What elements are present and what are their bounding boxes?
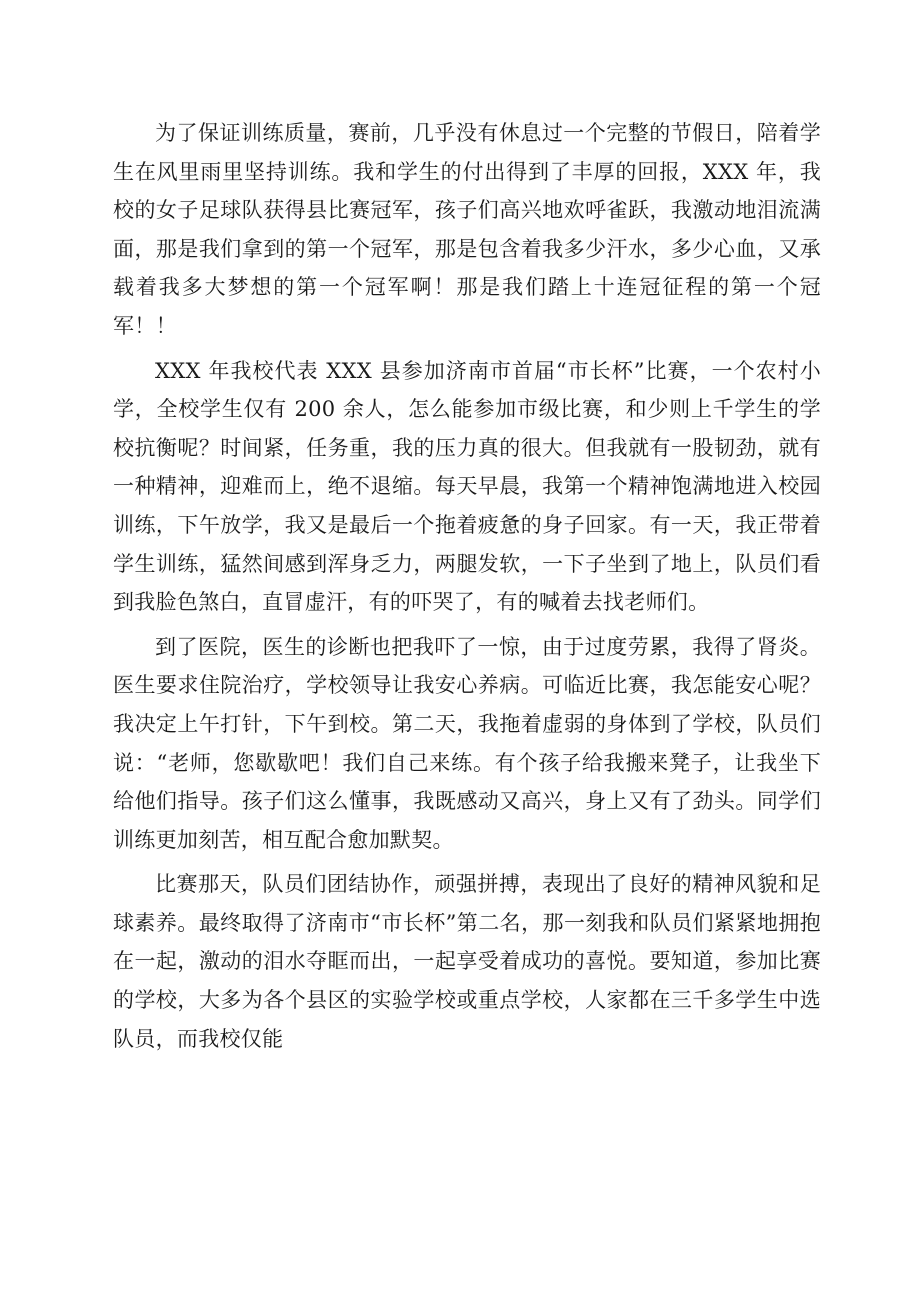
document-body [113,114,821,1064]
paragraph-1: 为了保证训练质量，赛前，几乎没有休息过一个完整的节假日，陪着学生在风里雨里坚持训练。我和学生的付出得到了丰厚的回报，XXX 年，我校的女子足球队获得县比赛冠军，孩子们高兴地欢呼雀跃，我激动地泪流满面，那是我们拿到的第一个冠军，那是包含着我多少汗水，多少心血，又承载着我多大梦想的第一个冠军啊！那是我们踏上十连冠征程的第一个冠军！！ [113,121,821,338]
paragraph-4: 比赛那天，队员们团结协作，顽强拼搏，表现出了良好的精神风貌和足球素养。最终取得了济南市“市长杯”第二名，那一刻我和队员们紧紧地拥抱在一起，激动的泪水夺眶而出，一起享受着成功的喜悦。要知道，参加比赛的学校，大多为各个县区的实验学校或重点学校，人家都在三千多学生中选队员，而我校仅能 [113,872,821,1051]
paragraph-3: 到了医院，医生的诊断也把我吓了一惊，由于过度劳累，我得了肾炎。医生要求住院治疗，学校领导让我安心养病。可临近比赛，我怎能安心呢？我决定上午打针，下午到校。第二天，我拖着虚弱的身体到了学校，队员们说：“老师，您歇歇吧！我们自己来练。有个孩子给我搬来凳子，让我坐下给他们指导。孩子们这么懂事，我既感动又高兴，身上又有了劲头。同学们训练更加刻苦，相互配合愈加默契。 [113,634,821,852]
paragraph-2: XXX 年我校代表 XXX 县参加济南市首届“市长杯”比赛，一个农村小学，全校学生仅有 200 余人，怎么能参加市级比赛，和少则上千学生的学校抗衡呢？时间紧，任务重，我的压力真的很大。但我就有一股韧劲，就有一种精神，迎难而上，绝不退缩。每天早晨，我第一个精神饱满地进入校园训练，下午放学，我又是最后一个拖着疲惫的身子回家。有一天，我正带着学生训练，猛然间感到浑身乏力，两腿发软，一下子坐到了地上，队员们看到我脸色煞白，直冒虚汗，有的吓哭了，有的喊着去找老师们。 [113,358,821,615]
